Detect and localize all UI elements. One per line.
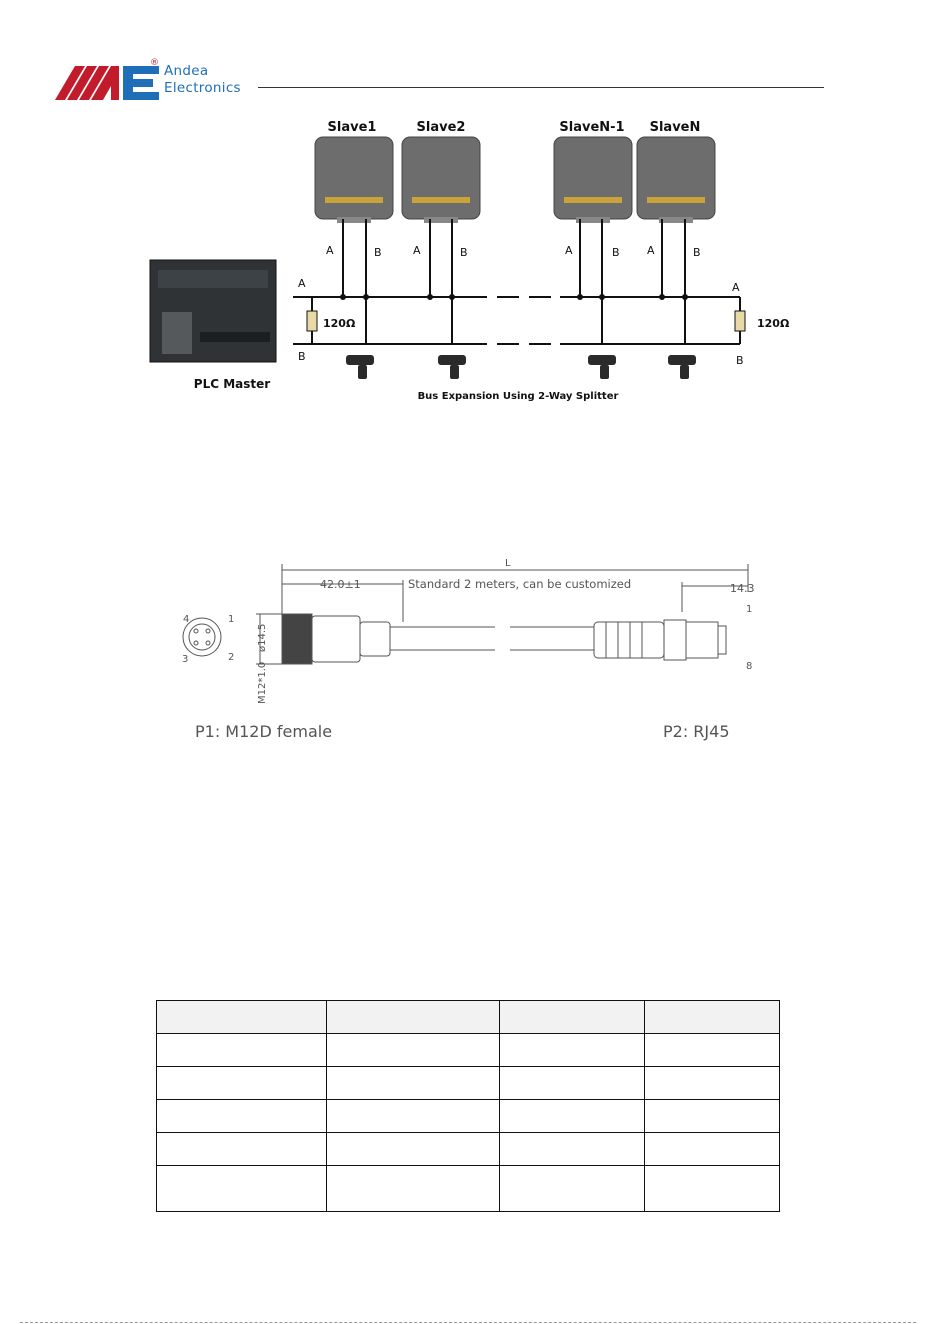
table-cell: [645, 1166, 780, 1212]
pin-label-2: 2: [228, 652, 235, 663]
slave-device-4: [637, 137, 715, 223]
table-header-cell: [157, 1001, 327, 1034]
table-header-row: [157, 1001, 780, 1034]
table-cell: [157, 1034, 327, 1067]
table-cell: [327, 1100, 500, 1133]
slave-title-3: SlaveN-1: [559, 120, 625, 135]
rs485-bus-diagram: [140, 112, 800, 410]
brand-name: [164, 63, 241, 97]
slave-title-4: SlaveN: [649, 120, 701, 135]
drop-label-b-3: B: [612, 246, 620, 259]
dim-head: 42.0±1: [320, 578, 361, 591]
m12-plug: [282, 614, 594, 664]
registered-mark: ®: [150, 58, 159, 68]
terminator-resistor-left: [307, 311, 317, 331]
page-header: [0, 0, 936, 110]
p1-label: P1: M12D female: [195, 722, 333, 741]
table-cell: [327, 1034, 500, 1067]
slave-title-1: Slave1: [327, 120, 377, 135]
drop-label-b-4: B: [693, 246, 701, 259]
table-row: [157, 1100, 780, 1133]
table-header-cell: [500, 1001, 645, 1034]
bus-label-b-right: B: [736, 354, 744, 367]
table-cell: [327, 1166, 500, 1212]
table-cell: [645, 1100, 780, 1133]
andea-logo-icon: [55, 66, 161, 100]
pin-label-4: 4: [183, 614, 190, 625]
table-cell: [500, 1100, 645, 1133]
table-row: [157, 1067, 780, 1100]
pin-label-1: 1: [228, 614, 235, 625]
bus-label-b-left: B: [298, 350, 306, 363]
bus-label-a-right: A: [732, 281, 740, 294]
splitter-icon: [346, 355, 696, 379]
dim-thread: M12*1.0: [257, 661, 268, 704]
pin-label-3: 3: [182, 654, 189, 665]
drop-label-b-2: B: [460, 246, 468, 259]
table-cell: [157, 1067, 327, 1100]
table-cell: [500, 1034, 645, 1067]
drop-label-a-3: A: [565, 244, 573, 257]
table-header-cell: [327, 1001, 500, 1034]
drop-label-a-4: A: [647, 244, 655, 257]
header-rule: [258, 87, 824, 88]
rj45-plug: [594, 620, 726, 660]
terminator-resistor-right: [735, 311, 745, 331]
dim-length: L: [505, 558, 511, 569]
plc-master-device: [150, 260, 276, 362]
drop-label-a-2: A: [413, 244, 421, 257]
table-cell: [327, 1067, 500, 1100]
table-row: [157, 1034, 780, 1067]
dim-diameter: ø14.5: [257, 623, 268, 652]
bus-label-a-left: A: [298, 277, 306, 290]
table-cell: [500, 1133, 645, 1166]
table-cell: [157, 1133, 327, 1166]
table-cell: [645, 1067, 780, 1100]
slave-device-1: [315, 137, 393, 223]
table-cell: [645, 1034, 780, 1067]
table-cell: [500, 1166, 645, 1212]
rj45-pin-8: 8: [746, 661, 753, 672]
standard-note: Standard 2 meters, can be customized: [408, 577, 632, 591]
p2-label: P2: RJ45: [663, 722, 730, 741]
dim-rj45: 14.3: [730, 582, 755, 595]
slave-device-3: [554, 137, 632, 223]
drop-label-b-1: B: [374, 246, 382, 259]
rj45-pin-1: 1: [746, 604, 753, 615]
table-header-cell: [645, 1001, 780, 1034]
table-cell: [327, 1133, 500, 1166]
slave-device-2: [402, 137, 480, 223]
cable-drawing: [170, 552, 790, 744]
plc-master-label: PLC Master: [193, 377, 271, 391]
page-bottom-rule: [20, 1322, 916, 1323]
table-cell: [500, 1067, 645, 1100]
slave-title-2: Slave2: [416, 120, 466, 135]
brand-line-2: Electronics: [164, 80, 241, 96]
drop-label-a-1: A: [326, 244, 334, 257]
resistor-label-right: 120Ω: [757, 317, 790, 330]
spec-table: [156, 1000, 780, 1212]
bus-caption: Bus Expansion Using 2-Way Splitter: [417, 391, 619, 402]
table-row: [157, 1133, 780, 1166]
resistor-label-left: 120Ω: [323, 317, 356, 330]
table-row: [157, 1166, 780, 1212]
table-cell: [645, 1133, 780, 1166]
table-cell: [157, 1166, 327, 1212]
brand-line-1: Andea: [164, 63, 209, 79]
table-cell: [157, 1100, 327, 1133]
